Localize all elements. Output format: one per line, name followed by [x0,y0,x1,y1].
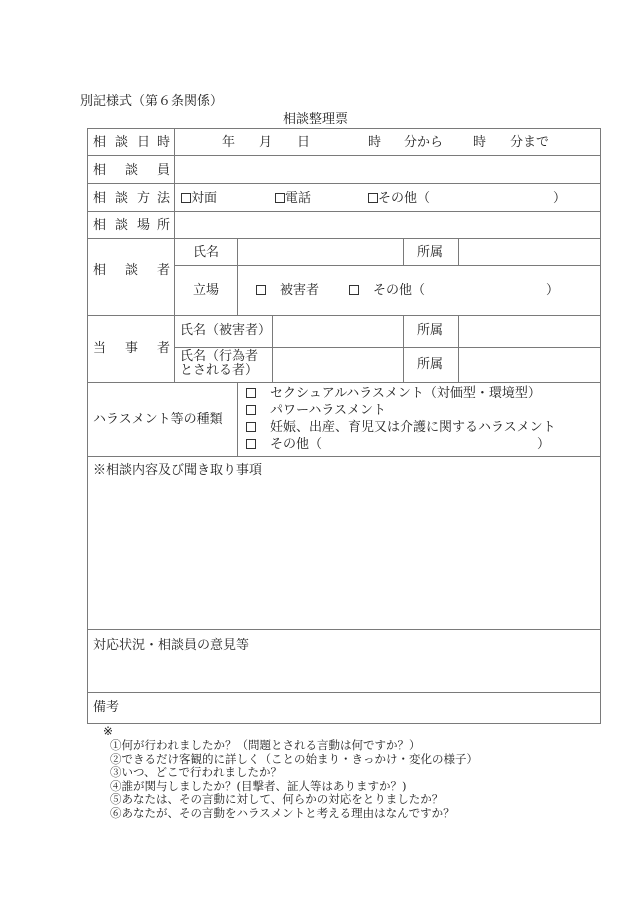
harassment-other-close-paren: ） [537,437,551,452]
divider [403,315,404,382]
divider [403,238,404,265]
divider [87,629,601,630]
note-item: ①何が行われましたか？（問題とされる言動は何ですか？） [110,738,421,752]
harassment-option-other[interactable] [246,438,322,451]
divider [237,382,238,456]
notes-list [110,739,478,820]
note-item: ②できるだけ客観的に詳しく（ことの始まり・きっかけ・変化の様子） [110,751,478,766]
option-label: 被害者 [280,283,320,298]
consultation-content-label: ※相談内容及び聞き取り事項 [93,463,263,478]
note-item: ④誰が関与しましたか？(目撃者、証人等はありますか？) [110,778,407,793]
option-label: セクシュアルハラスメント（対価型・環境型） [270,386,541,401]
checkbox-icon[interactable] [275,193,285,203]
option-label: 電話 [285,191,312,206]
note-item: ⑤あなたは、その言動に対して、何らかの対応をとりましたか？ [110,792,444,806]
form-reference-label: 別記様式（第６条関係） [80,94,224,109]
counselor-field[interactable] [175,156,600,183]
actor-name-label-line2: とされる者） [180,363,259,378]
label-char: 所 [157,218,171,233]
method-other-close-paren: ） [553,191,567,206]
option-label: その他（ [373,283,426,298]
label-char: 法 [157,191,171,206]
method-option-phone[interactable] [275,192,311,205]
checkbox-icon[interactable] [368,193,378,203]
position-option-victim[interactable] [256,284,319,297]
year-unit: 年 [222,135,236,150]
label-char: 員 [157,163,171,178]
minute-from-unit: 分から [404,135,444,150]
hour-to-unit: 時 [473,135,487,150]
actor-affiliation-label: 所属 [417,357,444,372]
method-option-in-person[interactable] [181,192,217,205]
label-char: 方 [137,191,151,206]
checkbox-icon[interactable] [246,439,256,449]
divider [87,382,601,383]
label-char: 相 [93,191,107,206]
option-label: 対面 [191,191,218,206]
consultation-content-field[interactable] [88,478,600,628]
label-char: 談 [125,163,139,178]
checkbox-icon[interactable] [246,405,256,415]
response-status-field[interactable] [88,655,600,691]
label-char: 相 [93,218,107,233]
checkbox-icon[interactable] [246,422,256,432]
divider [174,265,601,266]
label-char: 事 [125,341,139,356]
harassment-option-sexual[interactable] [246,387,541,400]
response-status-label: 対応状況・相談員の意見等 [93,638,250,653]
actor-affiliation-field[interactable] [459,348,600,382]
actor-name-field[interactable] [273,348,403,382]
checkbox-icon[interactable] [246,388,256,398]
label-char: 談 [115,135,129,150]
actor-name-label-line1: 氏名（行為者 [180,349,259,364]
victim-name-label: 氏名（被害者） [180,323,272,338]
label-char: 談 [115,218,129,233]
label-char: 談 [125,263,139,278]
month-unit: 月 [259,135,273,150]
position-option-other[interactable] [349,284,425,297]
note-item: ③いつ、どこで行われましたか？ [110,765,283,779]
victim-affiliation-field[interactable] [459,316,600,347]
divider [87,183,601,184]
label-char: 当 [93,341,107,356]
hour-from-unit: 時 [368,135,382,150]
label-char: 相 [93,263,107,278]
minute-to-unit: 分まで [510,135,550,150]
datetime-field[interactable] [175,129,600,155]
consultee-affiliation-label: 所属 [417,245,444,260]
harassment-type-label: ハラスメント等の種類 [93,412,223,427]
label-char: 時 [157,135,171,150]
method-option-other[interactable] [368,192,430,205]
note-item: ⑥あなたが、その言動をハラスメントと考える理由はなんですか？ [110,805,455,820]
harassment-option-power[interactable] [246,404,386,417]
remarks-field[interactable] [120,693,600,723]
checkbox-icon[interactable] [256,285,266,295]
label-char: 場 [137,218,151,233]
label-char: 談 [115,191,129,206]
day-unit: 日 [297,135,311,150]
label-char: 者 [157,341,171,356]
label-char: 日 [137,135,151,150]
divider [87,456,601,457]
consultee-name-label: 氏名 [193,245,220,260]
label-char: 相 [93,163,107,178]
consultee-position-label: 立場 [193,283,220,298]
checkbox-icon[interactable] [349,285,359,295]
position-other-close-paren: ） [546,283,560,298]
notes-mark: ※ [103,724,114,738]
label-char: 者 [157,263,171,278]
place-field[interactable] [175,212,600,238]
remarks-label: 備考 [93,700,120,715]
checkbox-icon[interactable] [181,193,191,203]
label-char: 相 [93,135,107,150]
form-title: 相談整理票 [283,112,349,127]
option-label: その他（ [378,191,431,206]
consultee-name-field[interactable] [238,239,403,265]
option-label: その他（ [270,437,323,452]
harassment-option-maternity-care[interactable] [246,421,556,434]
option-label: パワーハラスメント [270,403,386,418]
victim-name-field[interactable] [273,316,403,347]
victim-affiliation-label: 所属 [417,323,444,338]
option-label: 妊娠、出産、育児又は介護に関するハラスメント [270,420,556,435]
consultee-affiliation-field[interactable] [459,239,600,265]
